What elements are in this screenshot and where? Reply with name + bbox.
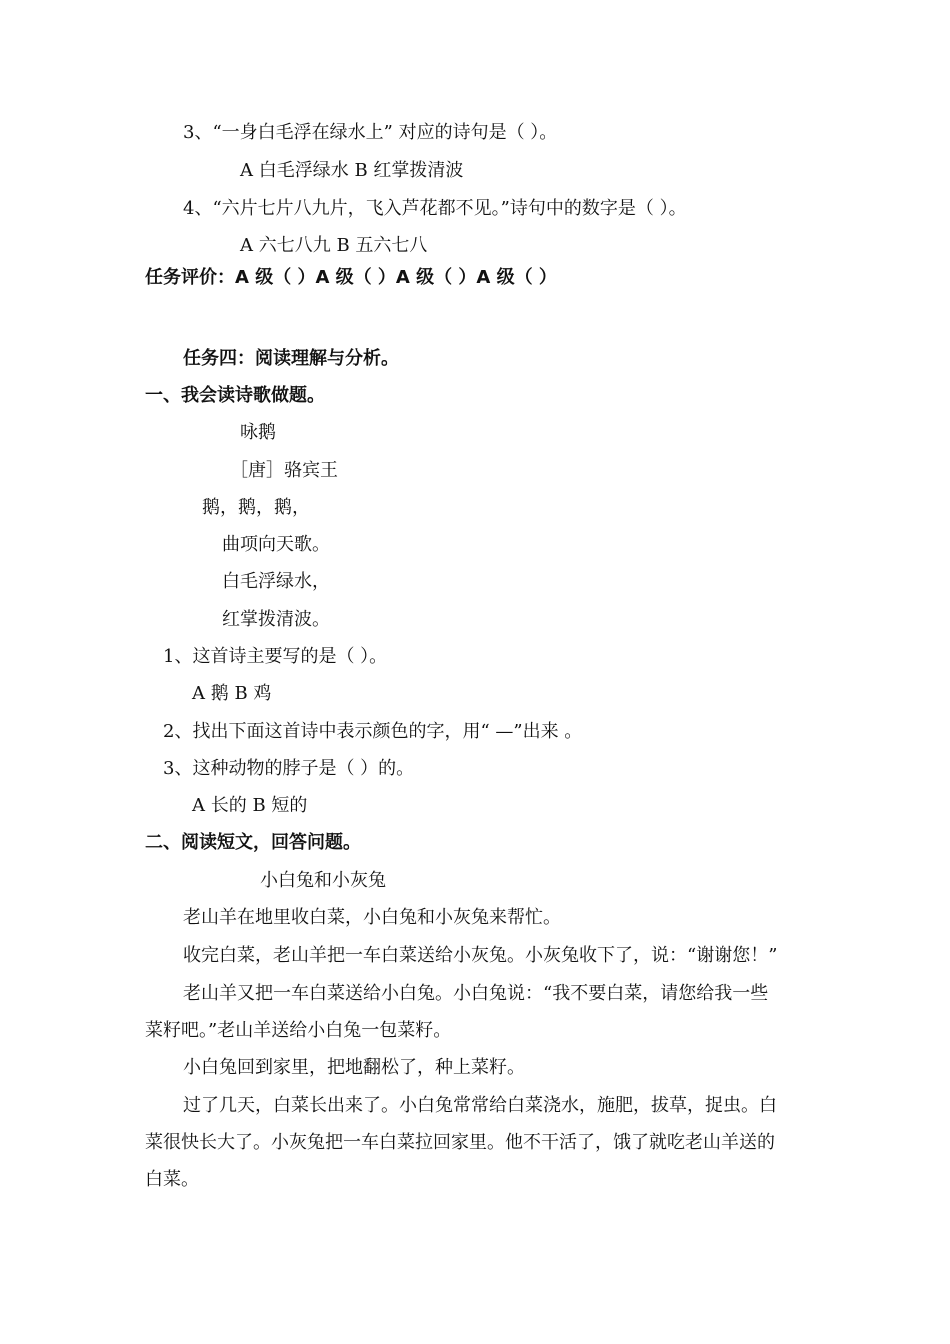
poem-author: ［唐］骆宾王 xyxy=(230,460,338,481)
task4-title: 任务四：阅读理解与分析。 xyxy=(183,348,399,369)
poem-question-1: 1、这首诗主要写的是（ ）。 xyxy=(163,646,388,667)
story-paragraph: 收完白菜，老山羊把一车白菜送给小灰兔。小灰兔收下了，说：“谢谢您！” xyxy=(183,945,778,966)
quiz-question-3-options: A 白毛浮绿水 B 红掌拨清波 xyxy=(240,160,464,181)
poem-question-3-options: A 长的 B 短的 xyxy=(192,795,308,816)
story-paragraph: 小白兔回到家里，把地翻松了，种上菜籽。 xyxy=(183,1057,525,1078)
section1-heading: 一、我会读诗歌做题。 xyxy=(145,385,325,406)
poem-line: 鹅，鹅，鹅， xyxy=(202,497,310,518)
section2-heading: 二、阅读短文，回答问题。 xyxy=(145,832,361,853)
poem-question-3: 3、这种动物的脖子是（ ）的。 xyxy=(163,758,415,779)
story-paragraph: 老山羊又把一车白菜送给小白兔。小白兔说：“我不要白菜，请您给我一些 xyxy=(183,983,769,1004)
story-paragraph: 过了几天，白菜长出来了。小白兔常常给白菜浇水，施肥，拔草，捉虫。白 xyxy=(183,1095,777,1116)
story-paragraph-continued: 菜籽吧。”老山羊送给小白兔一包菜籽。 xyxy=(145,1020,452,1041)
poem-line: 白毛浮绿水， xyxy=(222,571,330,592)
story-title: 小白兔和小灰兔 xyxy=(260,870,386,891)
poem-question-2: 2、找出下面这首诗中表示颜色的字，用“ —”出来 。 xyxy=(163,721,583,742)
poem-line: 红掌拨清波。 xyxy=(222,609,330,630)
task-evaluation: 任务评价：A 级（ ）A 级（ ）A 级（ ）A 级（ ） xyxy=(145,267,557,288)
story-paragraph-continued: 白菜。 xyxy=(145,1169,199,1190)
quiz-question-3: 3、“一身白毛浮在绿水上” 对应的诗句是（ ）。 xyxy=(183,122,558,143)
quiz-question-4-options: A 六七八九 B 五六七八 xyxy=(240,235,428,256)
poem-question-1-options: A 鹅 B 鸡 xyxy=(192,683,272,704)
story-paragraph-continued: 菜很快长大了。小灰兔把一车白菜拉回家里。他不干活了，饿了就吃老山羊送的 xyxy=(145,1132,775,1153)
poem-line: 曲项向天歌。 xyxy=(222,534,330,555)
poem-title: 咏鹅 xyxy=(240,422,276,443)
quiz-question-4: 4、“六片七片八九片，飞入芦花都不见。”诗句中的数字是（ ）。 xyxy=(183,198,687,219)
story-paragraph: 老山羊在地里收白菜，小白兔和小灰兔来帮忙。 xyxy=(183,907,561,928)
